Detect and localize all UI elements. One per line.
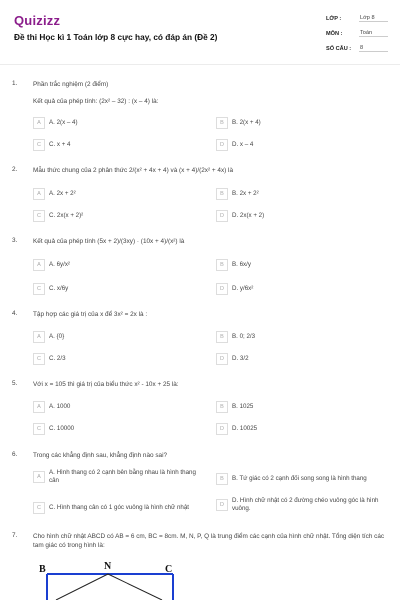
worksheet-title: Đề thi Học kì 1 Toán lớp 8 cực hay, có đáp án (Đề 2) xyxy=(14,32,218,42)
option-a[interactable] xyxy=(33,469,203,485)
subject-value: Toán xyxy=(359,30,388,37)
option-d[interactable] xyxy=(216,139,386,151)
vertex-b-label: B xyxy=(39,564,46,575)
option-letter: C xyxy=(33,139,45,151)
option-text: B. 2(x + 4) xyxy=(232,119,261,126)
option-c[interactable] xyxy=(33,423,203,435)
question-text: Mẫu thức chung của 2 phân thức 2/(x² + 4x + 4) và (x + 4)/(2x² + 4x) là xyxy=(33,167,234,174)
option-text: B. 6x/y xyxy=(232,261,251,268)
option-c[interactable] xyxy=(33,283,203,295)
option-d[interactable] xyxy=(216,210,386,222)
option-letter: D xyxy=(216,210,228,222)
option-letter: A xyxy=(33,259,45,271)
option-d[interactable] xyxy=(216,353,386,365)
option-text: B. 1025 xyxy=(232,403,254,410)
option-text: B. 2x + 2² xyxy=(232,190,259,197)
option-c[interactable] xyxy=(33,502,203,514)
option-text: C. 10000 xyxy=(49,425,75,432)
option-letter: D xyxy=(216,283,228,295)
option-d[interactable] xyxy=(216,423,386,435)
option-text: A. Hình thang có 2 cạnh bên bằng nhau là hình thang cân xyxy=(49,469,196,484)
option-text: C. 2/3 xyxy=(49,355,66,362)
option-letter: B xyxy=(216,473,228,485)
option-text: D. Hình chữ nhật có 2 đường chéo vuông góc là hình vuông. xyxy=(232,497,379,512)
option-b[interactable] xyxy=(216,188,386,200)
question-number: 1. xyxy=(12,80,18,87)
option-text: A. 6y/x² xyxy=(49,261,70,268)
option-letter: D xyxy=(216,139,228,151)
option-text: D. y/6x² xyxy=(232,285,254,292)
option-letter: A xyxy=(33,188,45,200)
question-number: 7. xyxy=(12,532,18,539)
option-d[interactable] xyxy=(216,283,386,295)
option-letter: B xyxy=(216,259,228,271)
class-label: LỚP : xyxy=(326,15,342,22)
segment-np xyxy=(108,574,162,600)
option-a[interactable] xyxy=(33,117,203,129)
option-text: D. 3/2 xyxy=(232,355,249,362)
question-number: 6. xyxy=(12,451,18,458)
option-text: A. 2x + 2² xyxy=(49,190,76,197)
option-a[interactable] xyxy=(33,259,203,271)
option-d[interactable] xyxy=(216,497,386,513)
quizizz-logo: Quizizz xyxy=(14,13,61,28)
question-text: Tập hợp các giá trị của x để 3x² = 2x là : xyxy=(33,311,148,318)
segment-nm xyxy=(56,574,108,600)
question-number: 5. xyxy=(12,380,18,387)
question-text: Phần trắc nghiệm (2 điểm) xyxy=(33,81,109,88)
option-c[interactable] xyxy=(33,353,203,365)
option-letter: B xyxy=(216,401,228,413)
question-text: Kết quả của phép tính (5x + 2)/(3xy) · (10x + 4)/(x²) là xyxy=(33,238,185,245)
option-letter: A xyxy=(33,117,45,129)
vertex-c-label: C xyxy=(165,564,173,575)
option-letter: B xyxy=(216,331,228,343)
option-text: D. 2x(x + 2) xyxy=(232,212,265,219)
option-text: C. x + 4 xyxy=(49,141,71,148)
option-text: A. 2(x – 4) xyxy=(49,119,78,126)
option-a[interactable] xyxy=(33,331,203,343)
option-letter: D xyxy=(216,353,228,365)
option-letter: D xyxy=(216,423,228,435)
class-value: Lớp 8 xyxy=(359,15,388,22)
option-letter: C xyxy=(33,283,45,295)
question-count-label: SỐ CÂU : xyxy=(326,45,352,52)
option-text: D. x – 4 xyxy=(232,141,254,148)
option-letter: C xyxy=(33,423,45,435)
subject-label: MÔN : xyxy=(326,30,343,37)
option-text: C. Hình thang cân có 1 góc vuông là hình chữ nhật xyxy=(49,504,190,511)
worksheet-header xyxy=(0,0,400,65)
option-text: D. 10025 xyxy=(232,425,258,432)
option-letter: A xyxy=(33,471,45,483)
question-number: 2. xyxy=(12,166,18,173)
option-letter: B xyxy=(216,117,228,129)
option-letter: A xyxy=(33,401,45,413)
option-text: A. {0} xyxy=(49,333,65,340)
option-letter: C xyxy=(33,210,45,222)
option-text: C. x/6y xyxy=(49,285,69,292)
rectangle-figure xyxy=(36,562,186,600)
option-b[interactable] xyxy=(216,401,386,413)
option-b[interactable] xyxy=(216,117,386,129)
option-c[interactable] xyxy=(33,139,203,151)
option-b[interactable] xyxy=(216,331,386,343)
question-text: Kết quả của phép tính: (2x² – 32) : (x – 4) là: xyxy=(33,98,159,105)
question-number: 4. xyxy=(12,310,18,317)
option-a[interactable] xyxy=(33,188,203,200)
option-text: B. 0; 2/3 xyxy=(232,333,256,340)
question-text: Cho hình chữ nhật ABCD có AB = 6 cm, BC = 8cm. M, N, P, Q là trung điểm các cạnh của hình chữ nhật. Tổng diện tích các tam giác có trong hình là: xyxy=(33,533,385,549)
option-letter: C xyxy=(33,353,45,365)
option-a[interactable] xyxy=(33,401,203,413)
option-letter: A xyxy=(33,331,45,343)
option-letter: B xyxy=(216,188,228,200)
question-count-value: 8 xyxy=(359,45,388,52)
question-text: Trong các khẳng định sau, khẳng định nào sai? xyxy=(33,452,168,459)
vertex-n-label: N xyxy=(104,562,112,572)
option-letter: C xyxy=(33,502,45,514)
option-b[interactable] xyxy=(216,473,386,485)
option-text: B. Tứ giác có 2 cạnh đối song song là hình thang xyxy=(232,475,367,482)
question-number: 3. xyxy=(12,237,18,244)
option-c[interactable] xyxy=(33,210,203,222)
option-text: A. 1000 xyxy=(49,403,71,410)
worksheet-meta xyxy=(326,12,388,57)
question-text: Với x = 105 thì giá trị của biểu thức x² - 10x + 25 là: xyxy=(33,381,179,388)
option-letter: D xyxy=(216,499,228,511)
option-b[interactable] xyxy=(216,259,386,271)
option-text: C. 2x(x + 2)² xyxy=(49,212,84,219)
